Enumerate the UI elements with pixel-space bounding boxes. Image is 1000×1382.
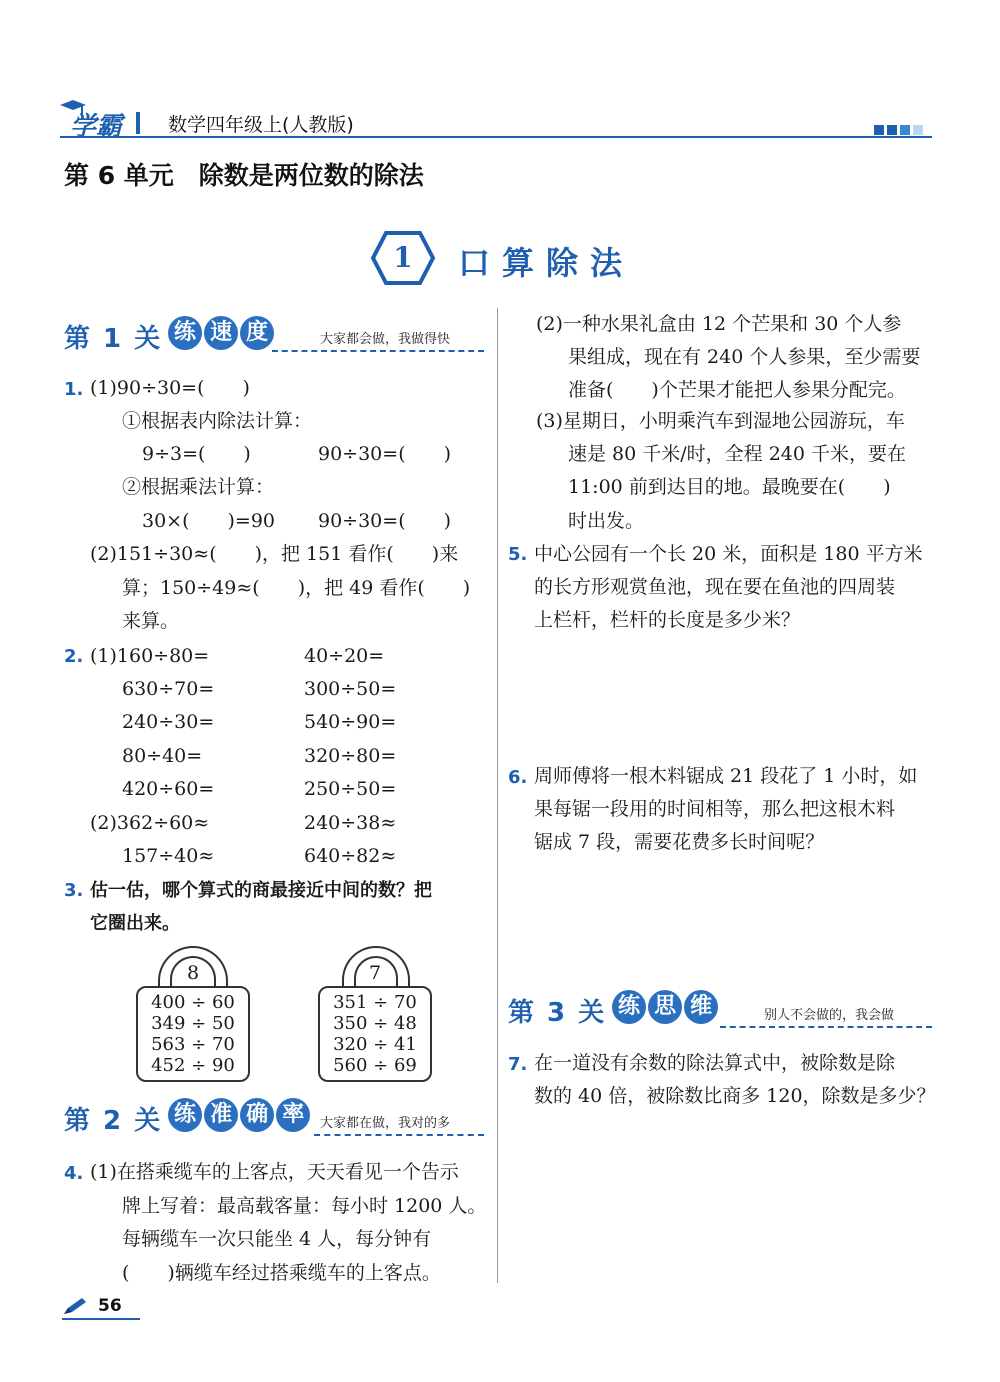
- q2-r1-a: (1)160÷80=: [90, 645, 210, 667]
- q2-r7-a: 157÷40≈: [122, 845, 215, 867]
- level-2-pills: [168, 1098, 307, 1132]
- q2-r7-b: 640÷82≈: [304, 845, 397, 867]
- q6-line-2: 果每锯一段用的时间相等，那么把这根木料: [534, 798, 896, 820]
- level-3-hint: 别人不会做的，我会做: [764, 1008, 895, 1023]
- q1-line-4: ②根据乘法计算：: [122, 476, 275, 498]
- q2-r5-a: 420÷60=: [122, 778, 215, 800]
- q1-line-3a: 9÷3=( ): [142, 443, 251, 465]
- level-pill: 速: [204, 316, 238, 350]
- level-pill: 练: [168, 316, 202, 350]
- q1-number: 1.: [64, 379, 84, 400]
- level-2-banner: [64, 1098, 484, 1142]
- q2-r2-a: 630÷70=: [122, 678, 215, 700]
- q4b-line-2: 果组成，现在有 240 个人参果，至少需要: [568, 346, 921, 368]
- lesson-badge: [370, 230, 640, 286]
- header-rule: [60, 136, 932, 138]
- q7-line-2: 数的 40 倍，被除数比商多 120，除数是多少？: [534, 1085, 936, 1107]
- level-pill: 维: [684, 990, 718, 1024]
- level-pill: 思: [648, 990, 682, 1024]
- level-2-label: 第 2 关: [64, 1106, 163, 1136]
- lock-item: 350 ÷ 48: [333, 1013, 417, 1034]
- q4c-line-4: 时出发。: [568, 510, 645, 532]
- unit-title: 第 6 单元 除数是两位数的除法: [64, 161, 424, 190]
- q2-r3-b: 540÷90=: [304, 711, 397, 733]
- level-pill: 练: [612, 990, 646, 1024]
- level-pill: 度: [240, 316, 274, 350]
- q4c-line-2: 速是 80 千米/时，全程 240 千米，要在: [568, 443, 907, 465]
- lock-item: 452 ÷ 90: [151, 1055, 235, 1076]
- q5-line-1: 中心公园有一个长 20 米，面积是 180 平方米: [534, 543, 923, 565]
- lesson-number: 1: [393, 241, 413, 274]
- q4-line-2: 牌上写着：最高载客量：每小时 1200 人。: [122, 1195, 487, 1217]
- q4b-line-1: (2)一种水果礼盒由 12 个芒果和 30 个人参: [536, 313, 902, 335]
- level-pill: 确: [240, 1098, 274, 1132]
- q2-r5-b: 250÷50=: [304, 778, 397, 800]
- q4-line-3: 每辆缆车一次只能坐 4 人，每分钟有: [122, 1228, 432, 1250]
- brand-logo: 学霸: [70, 112, 123, 142]
- q1-line-8: 来算。: [122, 610, 180, 632]
- level-pill: 练: [168, 1098, 202, 1132]
- level-pill: 准: [204, 1098, 238, 1132]
- lock-item: 400 ÷ 60: [151, 992, 235, 1013]
- q4b-line-3: 准备( )个芒果才能把人参果分配完。: [568, 379, 906, 401]
- pencil-icon: [62, 1296, 88, 1316]
- q2-r4-b: 320÷80=: [304, 745, 397, 767]
- q2-r3-a: 240÷30=: [122, 711, 215, 733]
- lock-item: 351 ÷ 70: [333, 992, 417, 1013]
- q1-line-6: (2)151÷30≈( )，把 151 看作( )来: [90, 543, 459, 565]
- q2-r6-b: 240÷38≈: [304, 812, 397, 834]
- level-3-dash: [720, 1026, 932, 1028]
- q2-r1-b: 40÷20=: [304, 645, 385, 667]
- level-1-hint: 大家都会做，我做得快: [320, 332, 451, 347]
- lock-item: 563 ÷ 70: [151, 1034, 235, 1055]
- lock-body: [318, 986, 432, 1082]
- q2-number: 2.: [64, 646, 84, 667]
- q1-line-1: (1)90÷30=( ): [90, 377, 250, 399]
- page-header: [60, 100, 932, 140]
- q4-number: 4.: [64, 1163, 84, 1184]
- q5-number: 5.: [508, 544, 528, 565]
- level-3-pills: [612, 990, 715, 1024]
- level-1-pills: [168, 316, 271, 350]
- q3-line-1: 估一估，哪个算式的商最接近中间的数？把: [90, 880, 432, 901]
- q3-line-2: 它圈出来。: [90, 913, 180, 934]
- q6-line-1: 周师傅将一根木料锯成 21 段花了 1 小时，如: [534, 765, 918, 787]
- q1-line-3b: 90÷30=( ): [318, 443, 452, 465]
- q1-line-2: ①根据表内除法计算：: [122, 410, 313, 432]
- lock-2-target: 7: [368, 962, 382, 984]
- column-divider: [497, 308, 498, 1283]
- q7-number: 7.: [508, 1054, 528, 1075]
- lock-body: [136, 986, 250, 1082]
- level-3-banner: [508, 990, 932, 1034]
- q7-line-1: 在一道没有余数的除法算式中，被除数是除: [534, 1052, 896, 1074]
- q5-line-3: 上栏杆，栏杆的长度是多少米？: [534, 609, 801, 631]
- lock-2: [318, 946, 432, 1082]
- level-1-banner: [64, 316, 484, 360]
- level-1-dash: [272, 350, 484, 352]
- brand-divider: [136, 112, 140, 134]
- lesson-title: 口算除法: [458, 244, 635, 282]
- lock-item: 320 ÷ 41: [333, 1034, 417, 1055]
- page-number: 56: [98, 1296, 122, 1316]
- level-1-label: 第 1 关: [64, 324, 163, 354]
- lock-item: 560 ÷ 69: [333, 1055, 417, 1076]
- q4c-line-1: (3)星期日，小明乘汽车到湿地公园游玩，车: [536, 410, 905, 432]
- q2-r4-a: 80÷40=: [122, 745, 203, 767]
- q3-number: 3.: [64, 880, 84, 901]
- book-title: 数学四年级上(人教版): [168, 114, 354, 136]
- q6-number: 6.: [508, 767, 528, 788]
- q5-line-2: 的长方形观赏鱼池，现在要在鱼池的四周装: [534, 576, 896, 598]
- q1-line-5b: 90÷30=( ): [318, 510, 452, 532]
- q2-r6-a: (2)362÷60≈: [90, 812, 210, 834]
- q6-line-3: 锯成 7 段，需要花费多长时间呢？: [534, 831, 825, 853]
- lock-1: [136, 946, 250, 1082]
- level-2-hint: 大家都在做，我对的多: [320, 1116, 451, 1131]
- q1-line-5a: 30×( )=90: [142, 510, 276, 532]
- level-3-label: 第 3 关: [508, 998, 607, 1028]
- q4-line-1: (1)在搭乘缆车的上客点，天天看见一个告示: [90, 1161, 459, 1183]
- q2-r2-b: 300÷50=: [304, 678, 397, 700]
- q4c-line-3: 11:00 前到达目的地。最晚要在( ): [568, 476, 891, 498]
- level-pill: 率: [276, 1098, 310, 1132]
- level-2-dash: [314, 1134, 484, 1136]
- lock-item: 349 ÷ 50: [151, 1013, 235, 1034]
- footer-rule: [62, 1318, 140, 1320]
- lock-1-target: 8: [186, 962, 200, 984]
- q4-line-4: ( )辆缆车经过搭乘缆车的上客点。: [122, 1262, 441, 1284]
- q1-line-7: 算；150÷49≈( )，把 49 看作( ): [122, 577, 471, 599]
